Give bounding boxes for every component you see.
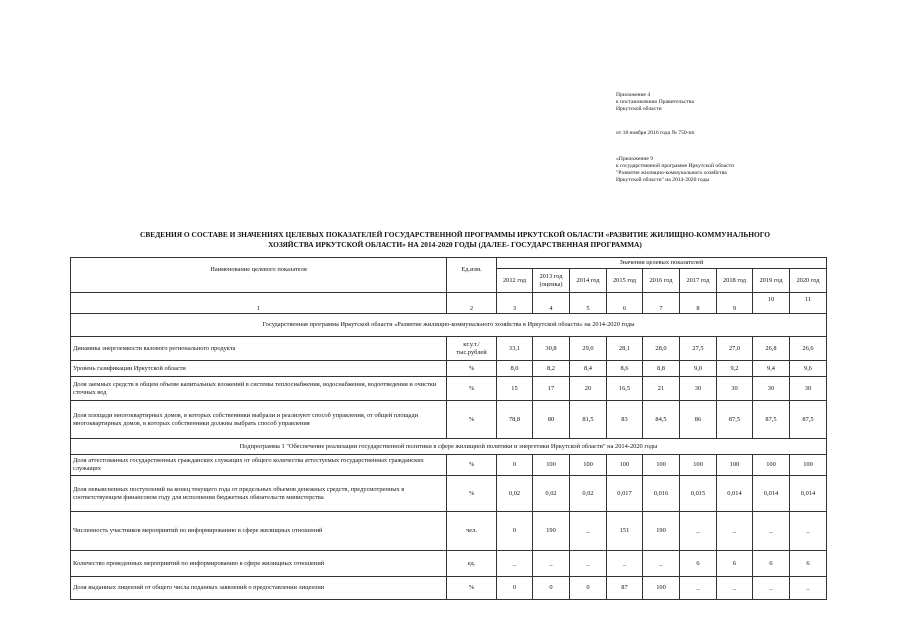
indicator-unit: % bbox=[447, 455, 497, 476]
indicator-name: Доля заемных средств в общем объеме капитальных вложений в системы теплоснабжения, водоснабжения, водоотведения и очистки сточных вод bbox=[71, 377, 447, 401]
appendix-label: Приложение 4 bbox=[616, 92, 651, 98]
indicator-unit: % bbox=[447, 401, 497, 439]
indicator-value: 0,014 bbox=[790, 476, 827, 512]
indicator-row bbox=[71, 512, 827, 551]
indicator-value: 9,0 bbox=[680, 361, 717, 377]
indicator-unit: % bbox=[447, 377, 497, 401]
column-numbers-row bbox=[71, 293, 827, 314]
column-number: 1 bbox=[71, 293, 447, 314]
column-number: 4 bbox=[533, 293, 570, 314]
indicator-value: _ bbox=[790, 577, 827, 600]
indicator-value: 84,5 bbox=[643, 401, 680, 439]
indicator-value: 0 bbox=[497, 512, 533, 551]
indicator-value: 30 bbox=[680, 377, 717, 401]
indicator-value: 30 bbox=[717, 377, 753, 401]
indicator-value: 8,0 bbox=[497, 361, 533, 377]
indicator-name: Уровень газификации Иркутской области bbox=[71, 361, 447, 377]
indicator-value: 0,015 bbox=[680, 476, 717, 512]
indicator-value: _ bbox=[680, 577, 717, 600]
indicator-value: _ bbox=[717, 512, 753, 551]
indicator-value: 87,5 bbox=[753, 401, 790, 439]
indicator-value: 9,4 bbox=[753, 361, 790, 377]
indicator-name: Количество проведенных мероприятий по информированию в сфере жилищных отношений bbox=[71, 551, 447, 577]
year-header: 2016 год bbox=[643, 269, 680, 293]
indicator-value: 190 bbox=[643, 512, 680, 551]
program-line-2: "Развитие жилищно-коммунального хозяйства bbox=[616, 170, 727, 176]
indicator-value: 151 bbox=[607, 512, 643, 551]
indicator-value: 78,8 bbox=[497, 401, 533, 439]
column-header-name: Наименование целевого показателя bbox=[71, 258, 447, 293]
region-line: Иркутской области bbox=[616, 106, 662, 112]
indicator-value: 87,5 bbox=[717, 401, 753, 439]
indicator-value: 9,6 bbox=[790, 361, 827, 377]
indicator-value: 6 bbox=[753, 551, 790, 577]
indicator-value: 83 bbox=[607, 401, 643, 439]
indicator-value: 30 bbox=[790, 377, 827, 401]
document-title bbox=[80, 230, 830, 250]
indicator-value: _ bbox=[717, 577, 753, 600]
indicator-name: Динамика энергоемкости валового регионального продукта bbox=[71, 337, 447, 361]
indicator-value: 0,02 bbox=[570, 476, 607, 512]
indicator-value: 16,5 bbox=[607, 377, 643, 401]
year-header: 2018 год bbox=[717, 269, 753, 293]
indicator-unit: % bbox=[447, 476, 497, 512]
indicator-value: _ bbox=[680, 512, 717, 551]
indicator-value: _ bbox=[790, 512, 827, 551]
column-number: 2 bbox=[447, 293, 497, 314]
indicator-value: 8,2 bbox=[533, 361, 570, 377]
indicator-row bbox=[71, 476, 827, 512]
section-row bbox=[71, 439, 827, 455]
indicator-value: _ bbox=[570, 551, 607, 577]
indicator-value: 6 bbox=[680, 551, 717, 577]
indicator-value: _ bbox=[753, 577, 790, 600]
indicator-row bbox=[71, 377, 827, 401]
indicator-value: 100 bbox=[643, 577, 680, 600]
indicator-value: 87,5 bbox=[790, 401, 827, 439]
indicator-value: 80 bbox=[533, 401, 570, 439]
indicator-name: Доля площади многоквартирных домов, в которых собственники выбрали и реализуют способ управления, от общей площади многоквартирных домов, в которых собственники должны выбрать способ управления bbox=[71, 401, 447, 439]
indicators-table-body bbox=[71, 258, 827, 600]
indicator-value: 100 bbox=[717, 455, 753, 476]
indicator-value: 9,2 bbox=[717, 361, 753, 377]
indicator-value: 0,014 bbox=[753, 476, 790, 512]
indicator-value: 0,02 bbox=[533, 476, 570, 512]
indicator-value: 0 bbox=[533, 577, 570, 600]
year-header: 2014 год bbox=[570, 269, 607, 293]
indicator-row bbox=[71, 337, 827, 361]
indicator-value: 26,8 bbox=[753, 337, 790, 361]
section-title: Государственная программа Иркутской области «Развитие жилищно-коммунального хозяйства в Иркутской области» на 2014-2020 годы bbox=[71, 314, 827, 337]
indicator-value: 81,5 bbox=[570, 401, 607, 439]
indicator-name: Доля невыясненных поступлений на конец текущего года от предельных объемов денежных средств, предусмотренных в соответствующем финансовом году для исполнения бюджетных обязательств министерства bbox=[71, 476, 447, 512]
indicator-value: 100 bbox=[570, 455, 607, 476]
indicator-value: 100 bbox=[533, 455, 570, 476]
year-header: 2015 год bbox=[607, 269, 643, 293]
indicator-value: 0,014 bbox=[717, 476, 753, 512]
program-line-1: к государственной программе Иркутской области bbox=[616, 163, 735, 169]
column-header-values: Значения целевых показателей bbox=[497, 258, 827, 269]
indicator-value: 28,0 bbox=[643, 337, 680, 361]
indicator-row bbox=[71, 401, 827, 439]
indicator-value: 0,017 bbox=[607, 476, 643, 512]
program-line-3: Иркутской области" на 2014-2020 годы bbox=[616, 177, 710, 183]
indicator-value: 6 bbox=[790, 551, 827, 577]
decree-reference bbox=[616, 92, 694, 113]
decree-date: от 18 ноября 2016 года № 750-пп bbox=[616, 130, 695, 136]
indicator-value: 0 bbox=[570, 577, 607, 600]
indicator-value: 100 bbox=[643, 455, 680, 476]
indicator-value: 100 bbox=[790, 455, 827, 476]
indicator-unit: чел. bbox=[447, 512, 497, 551]
indicator-value: 33,1 bbox=[497, 337, 533, 361]
indicator-value: 8,4 bbox=[570, 361, 607, 377]
indicator-row bbox=[71, 551, 827, 577]
indicator-value: _ bbox=[753, 512, 790, 551]
section-row bbox=[71, 314, 827, 337]
column-number: 7 bbox=[643, 293, 680, 314]
indicator-value: 100 bbox=[680, 455, 717, 476]
indicator-value: 30,8 bbox=[533, 337, 570, 361]
indicator-value: 29,0 bbox=[570, 337, 607, 361]
indicator-unit: % bbox=[447, 361, 497, 377]
indicator-value: 30 bbox=[753, 377, 790, 401]
indicator-name: Доля выданных лицензий от общего числа поданных заявлений о предоставлении лицензии bbox=[71, 577, 447, 600]
column-number: 8 bbox=[680, 293, 717, 314]
column-number: 5 bbox=[570, 293, 607, 314]
title-line-2: ХОЗЯЙСТВА ИРКУТСКОЙ ОБЛАСТИ» НА 2014-2020 ГОДЫ (ДАЛЕЕ- ГОСУДАРСТВЕННАЯ ПРОГРАММА) bbox=[268, 240, 642, 249]
indicator-value: 100 bbox=[607, 455, 643, 476]
indicator-value: 0,016 bbox=[643, 476, 680, 512]
section-title: Подпрограмма 1 "Обеспечение реализации государственной политики в сфере жилищной политики и энергетики Иркутской области" на 2014-2020 годы bbox=[71, 439, 827, 455]
year-header: 2017 год bbox=[680, 269, 717, 293]
column-number: 6 bbox=[607, 293, 643, 314]
indicator-value: 86 bbox=[680, 401, 717, 439]
indicator-value: _ bbox=[533, 551, 570, 577]
column-number: 3 bbox=[497, 293, 533, 314]
indicators-table bbox=[70, 257, 827, 600]
column-number: 10 bbox=[753, 293, 790, 314]
indicator-value: _ bbox=[607, 551, 643, 577]
indicator-value: _ bbox=[643, 551, 680, 577]
year-header: 2020 год bbox=[790, 269, 827, 293]
indicator-value: 26,6 bbox=[790, 337, 827, 361]
indicator-row bbox=[71, 577, 827, 600]
indicator-row bbox=[71, 455, 827, 476]
indicator-value: 15 bbox=[497, 377, 533, 401]
indicator-unit: кг.у.т./ тыс.рублей bbox=[447, 337, 497, 361]
indicator-value: 8,8 bbox=[643, 361, 680, 377]
decree-line: к постановлению Правительства bbox=[616, 99, 694, 105]
indicator-value: 6 bbox=[717, 551, 753, 577]
column-header-unit: Ед.изм. bbox=[447, 258, 497, 293]
indicator-value: 0 bbox=[497, 577, 533, 600]
year-header: 2013 год (оценка) bbox=[533, 269, 570, 293]
indicator-value: 100 bbox=[753, 455, 790, 476]
appendix-9-label: «Приложение 9 bbox=[616, 156, 654, 162]
indicator-unit: ед. bbox=[447, 551, 497, 577]
indicator-value: 8,6 bbox=[607, 361, 643, 377]
indicator-unit: % bbox=[447, 577, 497, 600]
column-number: 9 bbox=[717, 293, 753, 314]
indicator-value: 27,0 bbox=[717, 337, 753, 361]
header-row bbox=[71, 258, 827, 269]
indicator-name: Доля аттестованных государственных гражданских служащих от общего количества аттестуемых государственных гражданских служащих bbox=[71, 455, 447, 476]
indicator-value: 87 bbox=[607, 577, 643, 600]
year-header: 2019 год bbox=[753, 269, 790, 293]
indicator-value: _ bbox=[497, 551, 533, 577]
indicator-value: 0,02 bbox=[497, 476, 533, 512]
indicator-value: 28,1 bbox=[607, 337, 643, 361]
program-appendix-reference bbox=[616, 156, 734, 184]
indicator-value: 20 bbox=[570, 377, 607, 401]
year-header: 2012 год bbox=[497, 269, 533, 293]
indicator-value: _ bbox=[570, 512, 607, 551]
indicator-row bbox=[71, 361, 827, 377]
indicator-value: 27,5 bbox=[680, 337, 717, 361]
indicator-value: 21 bbox=[643, 377, 680, 401]
indicator-value: 0 bbox=[497, 455, 533, 476]
indicator-value: 190 bbox=[533, 512, 570, 551]
column-number: 11 bbox=[790, 293, 827, 314]
title-line-1: СВЕДЕНИЯ О СОСТАВЕ И ЗНАЧЕНИЯХ ЦЕЛЕВЫХ ПОКАЗАТЕЛЕЙ ГОСУДАРСТВЕННОЙ ПРОГРАММЫ ИРКУТСКОЙ ОБЛАСТИ «РАЗВИТИЕ ЖИЛИЩНО-КОММУНАЛЬНОГО bbox=[140, 230, 770, 239]
indicator-name: Численность участников мероприятий по информированию в сфере жилищных отношений bbox=[71, 512, 447, 551]
indicator-value: 17 bbox=[533, 377, 570, 401]
